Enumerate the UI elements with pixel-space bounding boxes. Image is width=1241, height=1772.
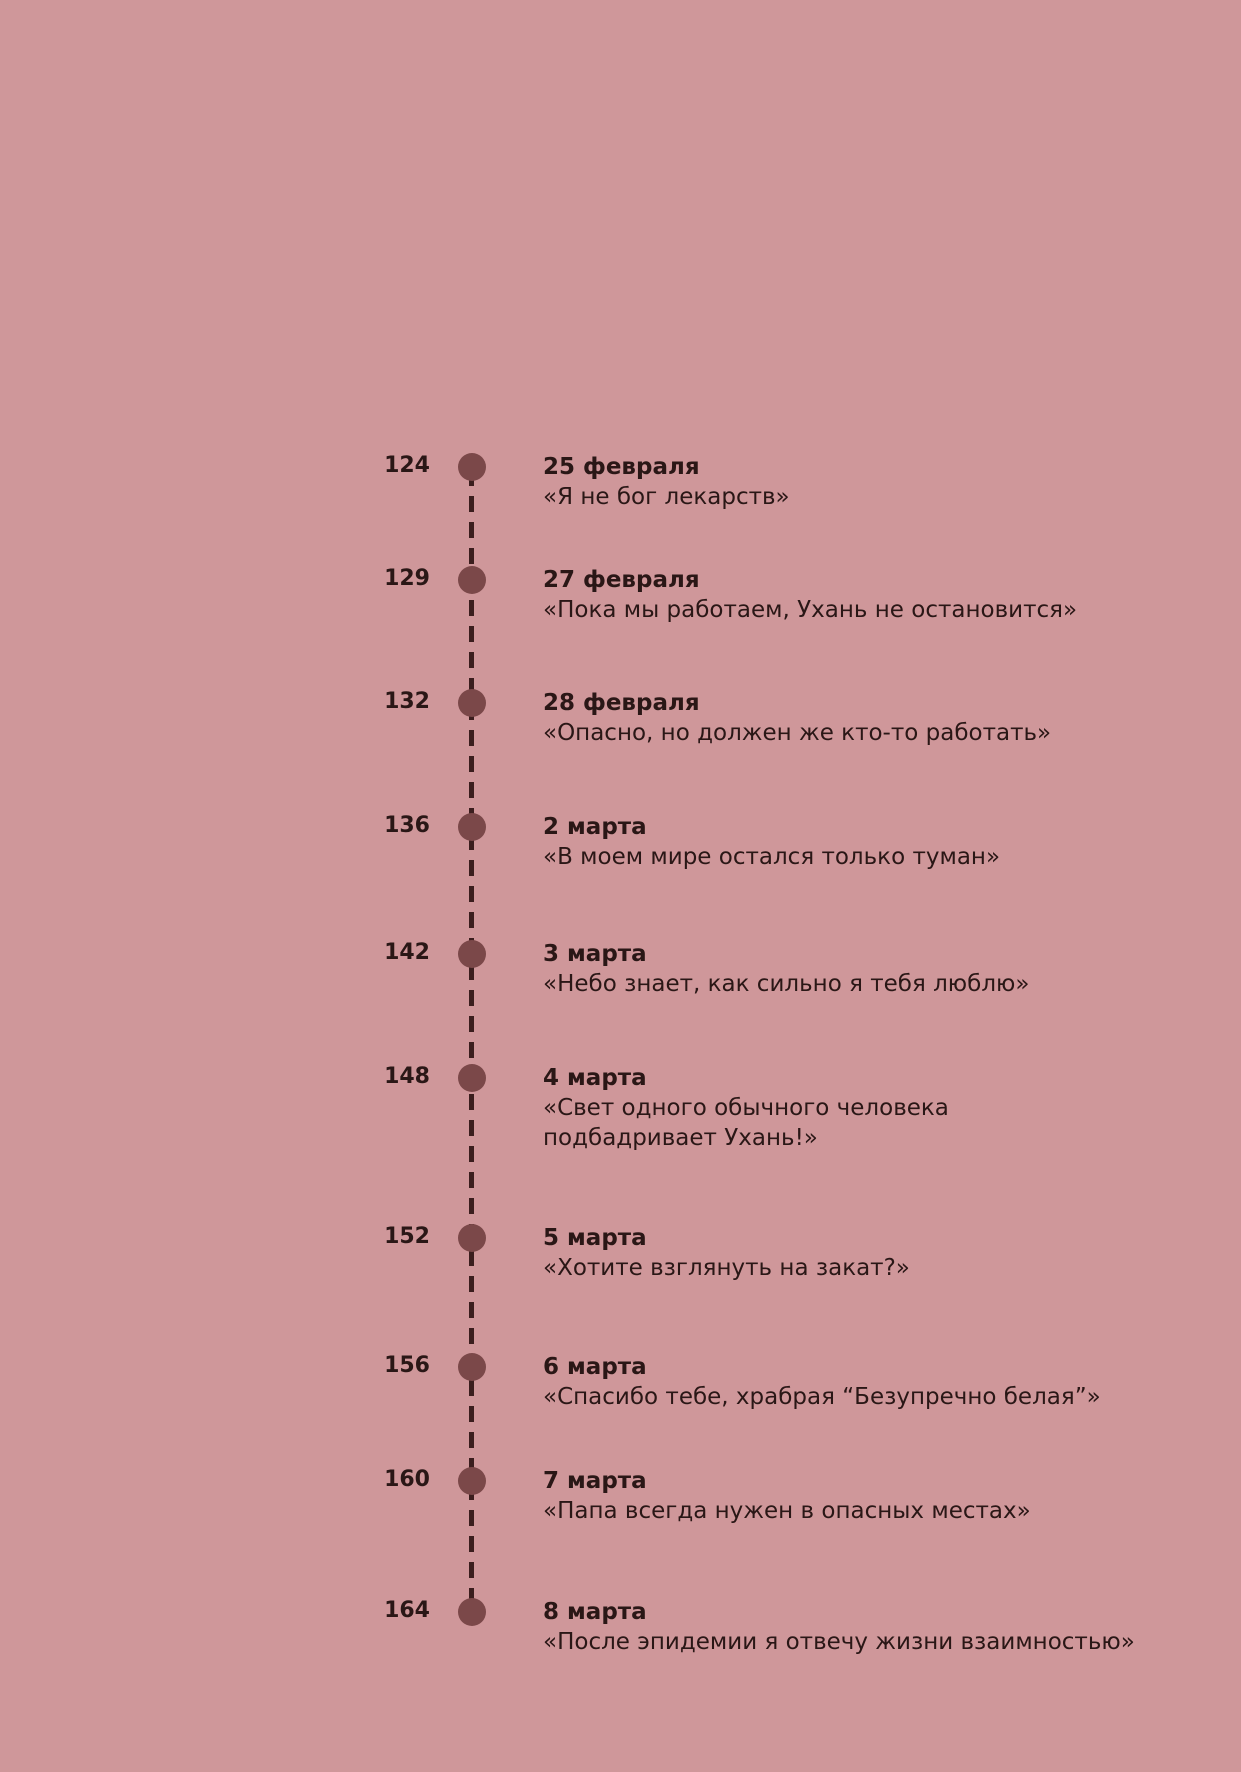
entry-text (543, 452, 1223, 512)
entry-quote: «Опасно, но должен же кто-то работать» (543, 720, 1052, 746)
entry-date: 2 марта (543, 814, 647, 840)
page-number: 132 (384, 689, 430, 714)
entry-quote: «Небо знает, как сильно я тебя люблю» (543, 971, 1030, 997)
page-number: 136 (384, 813, 430, 838)
entry-text (543, 1223, 1223, 1283)
entry-date: 4 марта (543, 1065, 647, 1091)
entry-quote: «Спасибо тебе, храбрая “Безупречно белая”» (543, 1384, 1101, 1410)
page-number: 156 (384, 1353, 430, 1378)
entry-quote: «Папа всегда нужен в опасных местах» (543, 1498, 1031, 1524)
entry-date: 6 марта (543, 1354, 647, 1380)
entry-quote: «Хотите взглянуть на закат?» (543, 1255, 910, 1281)
page-number: 142 (384, 940, 430, 965)
timeline-dot-icon (458, 1353, 486, 1381)
entry-text (543, 1466, 1223, 1526)
timeline-dot-icon (458, 1467, 486, 1495)
entry-date: 27 февраля (543, 567, 700, 593)
page-number: 124 (384, 453, 430, 478)
page-number: 148 (384, 1064, 430, 1089)
page-number: 164 (384, 1598, 430, 1623)
page-number: 160 (384, 1467, 430, 1492)
entry-quote: «Свет одного обычного человека подбадривает Ухань!» (543, 1095, 949, 1151)
timeline-dashed-line (469, 470, 474, 1610)
entry-quote: «Я не бог лекарств» (543, 484, 790, 510)
page-number: 152 (384, 1224, 430, 1249)
entry-text (543, 812, 1223, 872)
entry-text (543, 565, 1223, 625)
timeline-dot-icon (458, 1598, 486, 1626)
timeline-dot-icon (458, 689, 486, 717)
entry-date: 8 марта (543, 1599, 647, 1625)
timeline-dot-icon (458, 813, 486, 841)
entry-text (543, 688, 1223, 748)
timeline-dot-icon (458, 453, 486, 481)
entry-text (543, 939, 1223, 999)
entry-text (543, 1597, 1223, 1657)
entry-date: 7 марта (543, 1468, 647, 1494)
timeline-dot-icon (458, 1064, 486, 1092)
entry-date: 28 февраля (543, 690, 700, 716)
timeline-dot-icon (458, 1224, 486, 1252)
page-number: 129 (384, 566, 430, 591)
entry-date: 3 марта (543, 941, 647, 967)
entry-text (543, 1352, 1223, 1412)
entry-date: 25 февраля (543, 454, 700, 480)
timeline-dot-icon (458, 566, 486, 594)
entry-date: 5 марта (543, 1225, 647, 1251)
entry-quote: «После эпидемии я отвечу жизни взаимностью» (543, 1629, 1135, 1655)
entry-quote: «В моем мире остался только туман» (543, 844, 1001, 870)
entry-text (543, 1063, 1223, 1153)
timeline-dot-icon (458, 940, 486, 968)
entry-quote: «Пока мы работаем, Ухань не остановится» (543, 597, 1078, 623)
